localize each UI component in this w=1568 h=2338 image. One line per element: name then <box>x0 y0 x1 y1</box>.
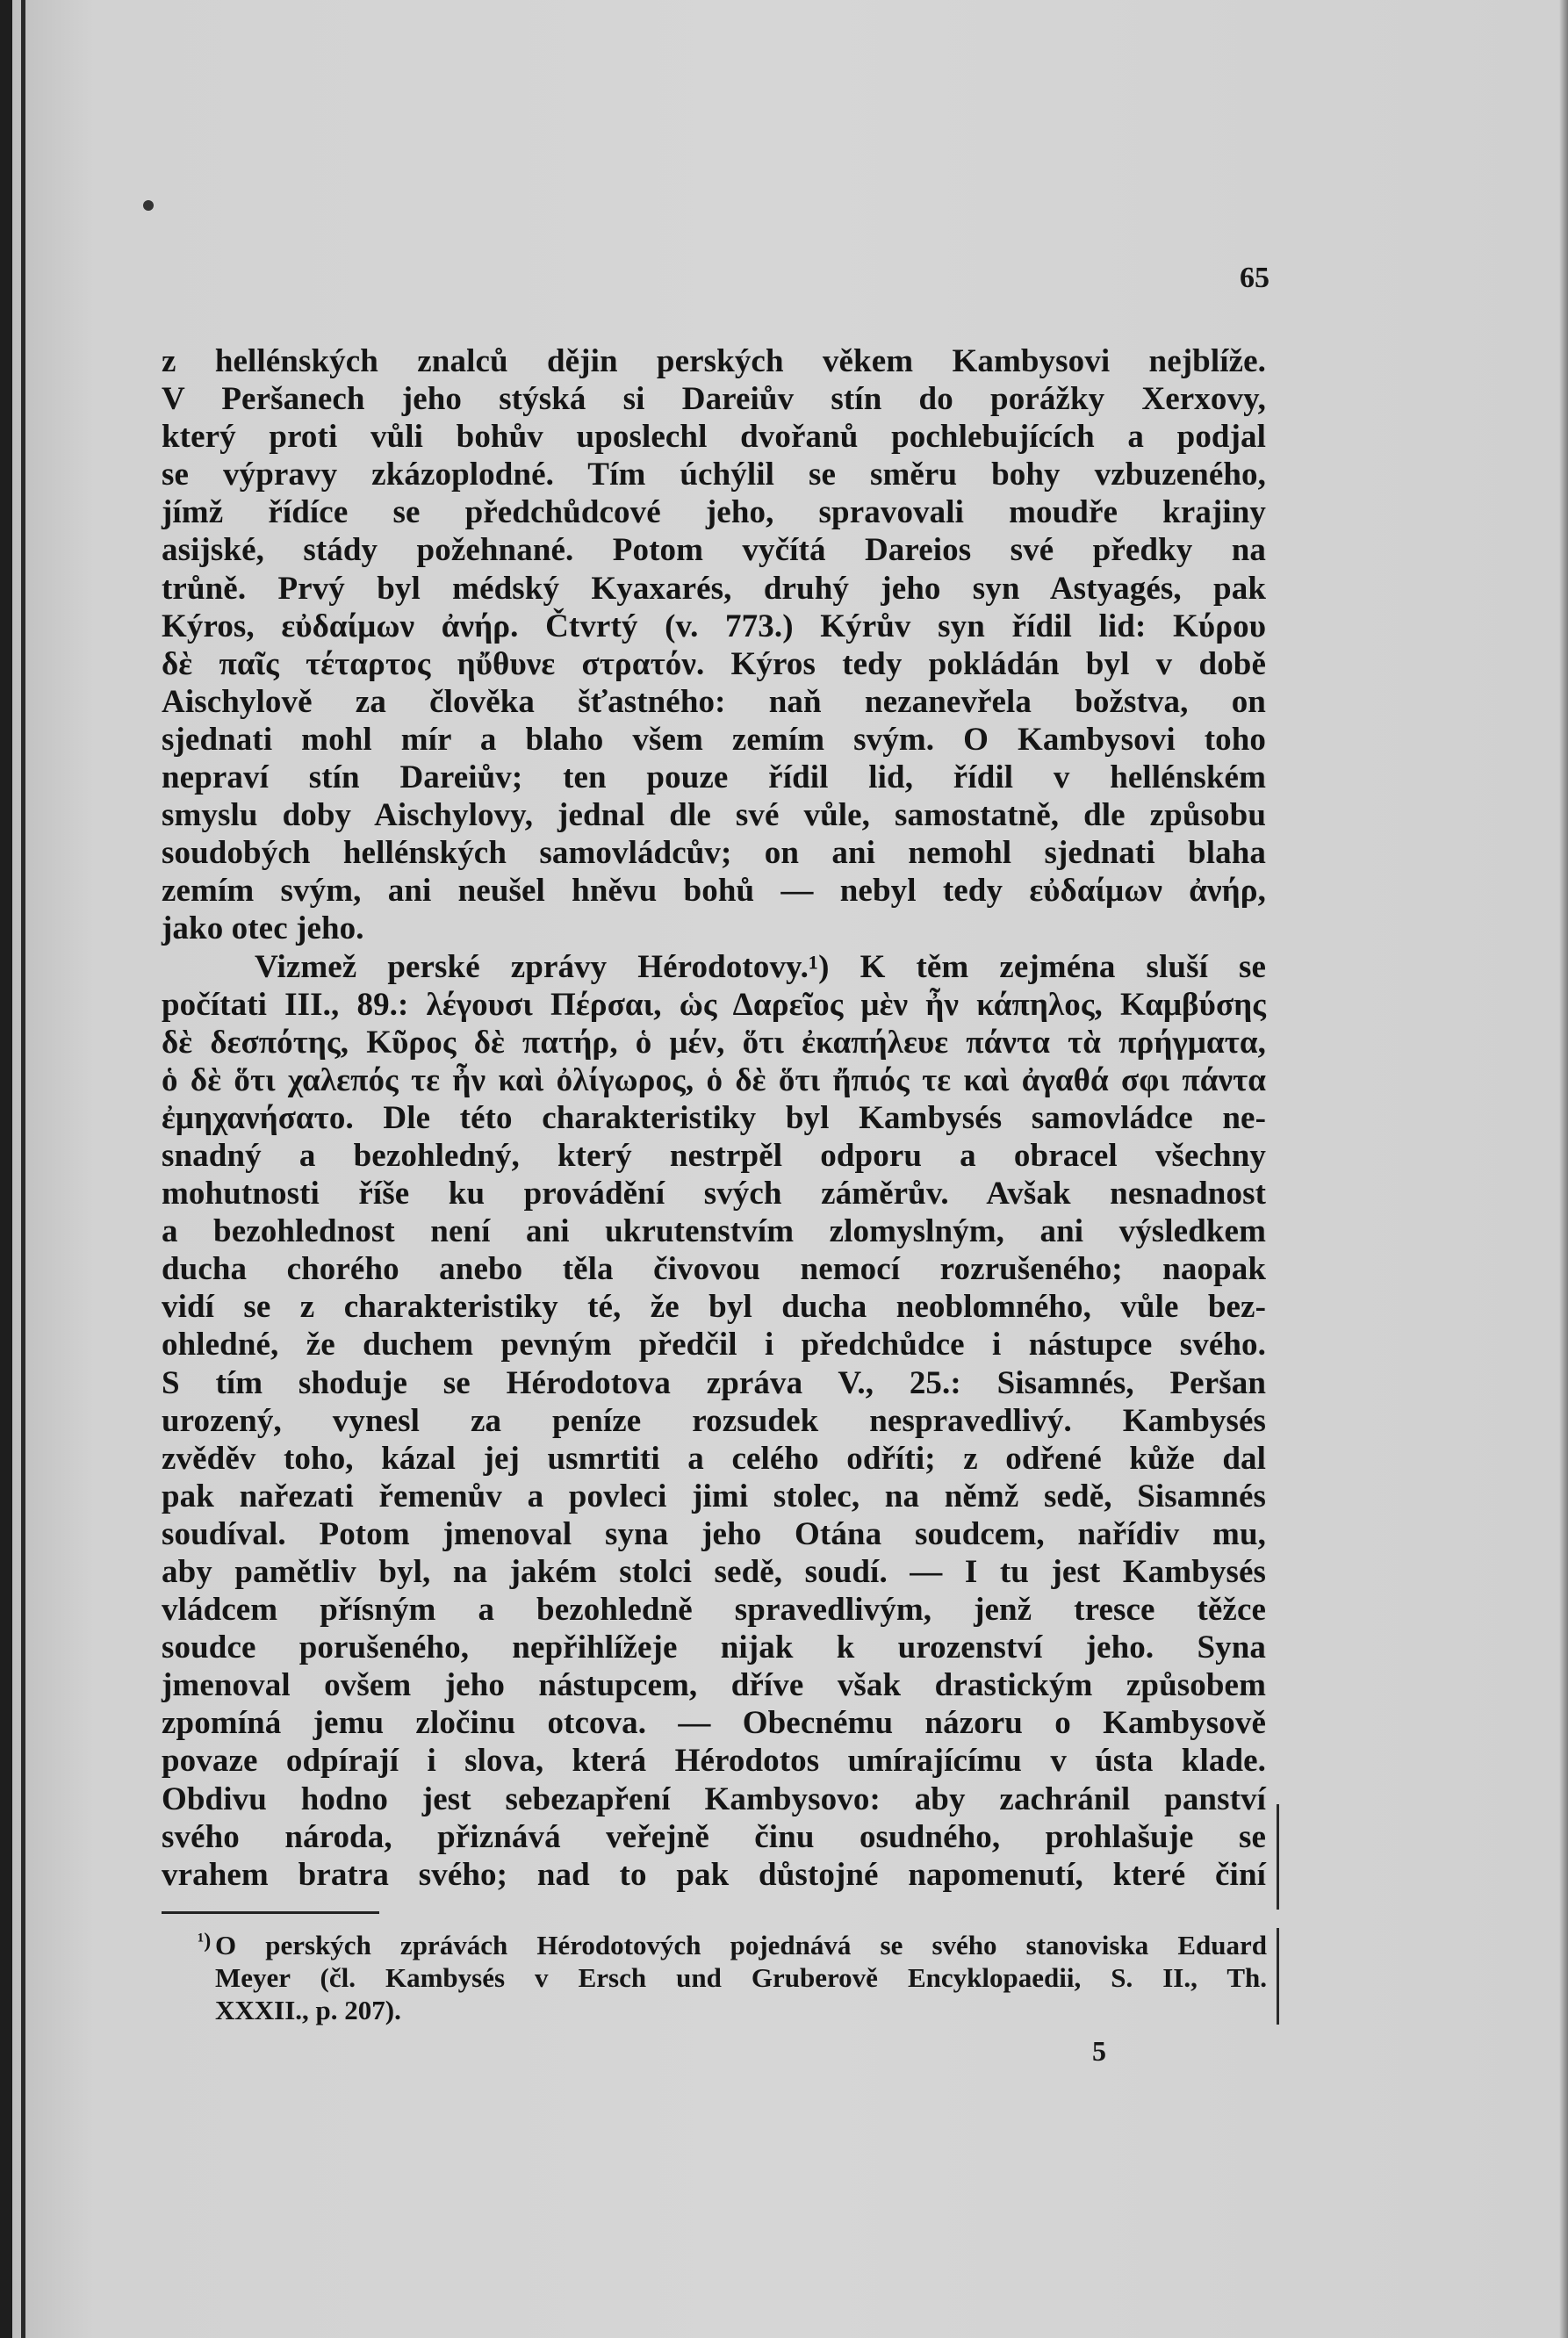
text-line: Vizmež perské zprávy Hérodotovy.¹) K těm zejména sluší se <box>255 948 1266 985</box>
footnote-line: Meyer (čl. Kambysés v Ersch und Gruberově Encyklopaedii, S. II., Th. <box>215 1962 1267 1993</box>
text-line: δὲ παῖς τέταρτος ηὔθυνε στρατόν. Kýros tedy pokládán byl v době <box>162 645 1266 682</box>
margin-bracket <box>1277 1928 1284 2025</box>
signature-mark: 5 <box>1092 2035 1106 2067</box>
text-line: V Peršanech jeho stýská si Dareiův stín do porážky Xerxovy, <box>162 381 1266 418</box>
text-line: mohutnosti říše ku provádění svých záměrův. Avšak nesnadnost <box>162 1176 1266 1212</box>
text-line: jímž řídíce se předchůdcové jeho, spravovali moudře krajiny <box>162 494 1266 531</box>
text-line: počítati III., 89.: λέγουσι Πέρσαι, ὡς Δαρεῖος μὲν ἦν κάπηλος, Καμβύσης <box>162 986 1266 1023</box>
margin-bracket <box>1277 1804 1284 1910</box>
text-line: Aischylově za člověka šťastného: naň nezanevřela božstva, on <box>162 683 1266 720</box>
footnote-marker: ¹) <box>198 1930 212 1953</box>
text-line: zpomíná jemu zločinu otcova. — Obecnému názoru o Kambysově <box>162 1705 1266 1742</box>
text-line: asijské, stády požehnané. Potom vyčítá Dareios své předky na <box>162 532 1266 569</box>
text-line: δὲ δεσπότης, Κῦρος δὲ πατήρ, ὁ μέν, ὅτι ἐκαπήλευε πάντα τὰ πρήγματα, <box>162 1024 1266 1061</box>
text-line: ἐμηχανήσατο. Dle této charakteristiky byl Kambysés samovládce ne- <box>162 1099 1266 1136</box>
footnote-line: O perských zprávách Hérodotových pojednává se svého stanoviska Eduard <box>215 1930 1267 1960</box>
page-number: 65 <box>1240 262 1270 294</box>
footnote <box>198 1929 1267 2026</box>
text-line: snadný a bezohledný, který nestrpěl odporu a obracel všechny <box>162 1137 1266 1174</box>
text-line: jmenoval ovšem jeho nástupcem, dříve však drastickým způsobem <box>162 1667 1266 1704</box>
page-edge-shadow <box>1559 0 1568 2338</box>
text-line: povaze odpírají i slova, která Hérodotos umírajícímu v ústa klade. <box>162 1743 1266 1780</box>
text-line: Kýros, εὐδαίμων ἀνήρ. Čtvrtý (v. 773.) Kýrův syn řídil lid: Κύρου <box>162 608 1266 644</box>
text-line: se výpravy zkázoplodné. Tím úchýlil se směru bohy vzbuzeného, <box>162 457 1266 493</box>
text-line: z hellénských znalců dějin perských věkem Kambysovi nejblíže. <box>162 343 1266 379</box>
ink-dot <box>143 200 154 211</box>
text-line: Obdivu hodno jest sebezapření Kambysovo: aby zachránil panství <box>162 1780 1266 1817</box>
text-line: sjednati mohl mír a blaho všem zemím svým. O Kambysovi toho <box>162 721 1266 758</box>
text-line: zemím svým, ani neušel hněvu bohů — nebyl tedy εὐδαίμων ἀνήρ, <box>162 873 1266 910</box>
text-line: ὁ δὲ ὅτι χαλεπός τε ἦν καὶ ὀλίγωρος, ὁ δὲ ὅτι ἤπιός τε καὶ ἀγαθά σφι πάντα <box>162 1061 1266 1098</box>
book-spine <box>0 0 12 2338</box>
text-line: zvěděv toho, kázal jej usmrtiti a celého odříti; z odřené kůže dal <box>162 1440 1266 1477</box>
text-line: svého národa, přiznává veřejně činu osudného, prohlašuje se <box>162 1818 1266 1855</box>
text-line: jako otec jeho. <box>162 910 364 947</box>
spine-edge <box>21 0 25 2338</box>
text-line: smyslu doby Aischylovy, jednal dle své vůle, samostatně, dle způsobu <box>162 797 1266 834</box>
text-line: vládcem přísným a bezohledně spravedlivým, jenž tresce těžce <box>162 1592 1266 1629</box>
text-line: a bezohlednost není ani ukrutenstvím zlomyslným, ani výsledkem <box>162 1213 1266 1250</box>
text-line: nepraví stín Dareiův; ten pouze řídil lid, řídil v hellénském <box>162 759 1266 796</box>
text-line: soudce porušeného, nepřihlížeje nijak k urozenství jeho. Syna <box>162 1629 1266 1666</box>
text-line: aby pamětliv byl, na jakém stolci sedě, soudí. — I tu jest Kambysés <box>162 1554 1266 1590</box>
text-line: soudobých hellénských samovládcův; on ani nemohl sjednati blaha <box>162 835 1266 872</box>
text-line: pak nařezati řemenův a povleci jimi stolec, na němž sedě, Sisamnés <box>162 1478 1266 1514</box>
text-line: který proti vůli bohův uposlechl dvořanů pochlebujících a podjal <box>162 419 1266 456</box>
text-line: vrahem bratra svého; nad to pak důstojné napomenutí, které činí <box>162 1856 1266 1893</box>
text-line: vidí se z charakteristiky té, že byl ducha neoblomného, vůle bez- <box>162 1289 1266 1326</box>
text-line: ohledné, že duchem pevným předčil i předchůdce i nástupce svého. <box>162 1327 1266 1363</box>
text-line: trůně. Prvý byl médský Kyaxarés, druhý jeho syn Astyagés, pak <box>162 570 1266 607</box>
footnote-rule <box>162 1911 379 1914</box>
main-text <box>162 342 1266 1894</box>
text-line: ducha chorého anebo těla čivovou nemocí rozrušeného; naopak <box>162 1251 1266 1288</box>
footnote-line: XXXII., p. 207). <box>215 1995 401 2025</box>
text-line: soudíval. Potom jmenoval syna jeho Otána soudcem, nařídiv mu, <box>162 1515 1266 1552</box>
text-line: S tím shoduje se Hérodotova zpráva V., 25.: Sisamnés, Peršan <box>162 1364 1266 1401</box>
text-line: urozený, vynesl za peníze rozsudek nespravedlivý. Kambysés <box>162 1402 1266 1439</box>
